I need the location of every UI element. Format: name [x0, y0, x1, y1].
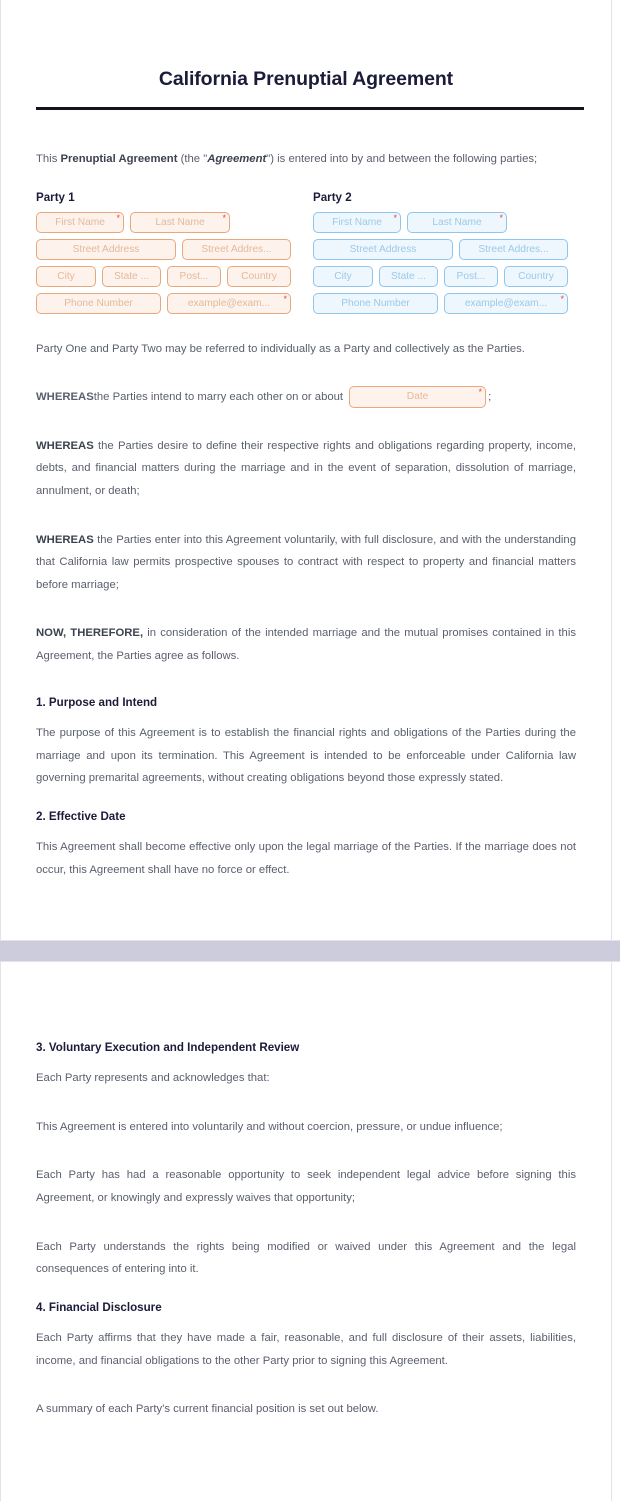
section-3-item-1: This Agreement is entered into voluntarily and without coercion, pressure, or undue influence;: [36, 1120, 503, 1133]
required-asterisk: *: [560, 293, 564, 304]
now-therefore-label: NOW, THEREFORE,: [36, 627, 144, 640]
party-2-state-input[interactable]: [379, 266, 438, 287]
party-1-street-address-2-input[interactable]: [182, 239, 291, 260]
party-1-contact-row: [36, 293, 291, 314]
section-2-body: This Agreement shall become effective only upon the legal marriage of the Parties. If the marriage does not occur, this Agreement shall have no force or effect.: [36, 841, 576, 876]
party-2-postal-placeholder: Post...: [456, 270, 486, 282]
party-2-email-placeholder: example@exam...: [464, 297, 548, 309]
party-2-locality-row: [313, 266, 568, 287]
required-asterisk: *: [116, 212, 120, 223]
party-1-phone-placeholder: Phone Number: [64, 297, 133, 309]
recital-desire: [36, 435, 576, 503]
party-2-street-address-2-input[interactable]: [459, 239, 568, 260]
recital-marriage-text: the Parties intend to marry each other on or about: [93, 391, 344, 404]
party-2-heading: Party 2: [313, 190, 352, 204]
recital-desire-text: the Parties desire to define their respective rights and obligations regarding property, income, debts, and financial matters during the marriage and in the event of separation, dissolution of marriage, annulment, or death;: [36, 439, 576, 497]
party-2-street-address-1-input[interactable]: [313, 239, 453, 260]
party-1-country-placeholder: Country: [241, 270, 277, 282]
party-1-email-input[interactable]: [167, 293, 291, 314]
party-1-heading: Party 1: [36, 190, 75, 204]
required-asterisk: *: [222, 212, 226, 223]
party-1-city-placeholder: City: [57, 270, 75, 282]
party-2-country-placeholder: Country: [518, 270, 554, 282]
now-therefore-text: in consideration of the intended marriage and the mutual promises contained in this Agreement, the Parties agree as follows.: [36, 627, 576, 662]
party-1-first-name-input[interactable]: [36, 212, 124, 233]
section-3-heading: 3. Voluntary Execution and Independent Review: [36, 1040, 300, 1054]
section-4-heading: 4. Financial Disclosure: [36, 1300, 162, 1314]
party-1-city-input[interactable]: [36, 266, 96, 287]
marriage-date-placeholder: Date: [406, 391, 429, 403]
parties-section: [36, 191, 576, 320]
recital-marriage-terminator: ;: [488, 391, 492, 404]
parties-reference-note: Party One and Party Two may be referred to individually as a Party and collectively as the Parties.: [36, 342, 525, 355]
party-2-postal-code-input[interactable]: [444, 266, 498, 287]
page-title: California Prenuptial Agreement: [158, 68, 454, 90]
party-2-state-placeholder: State ...: [390, 270, 427, 282]
required-asterisk: *: [478, 387, 483, 398]
party-1-postal-code-input[interactable]: [167, 266, 221, 287]
recital-marriage-date: [36, 386, 576, 409]
party-1-locality-row: [36, 266, 291, 287]
party-2-phone-placeholder: Phone Number: [341, 297, 410, 309]
party-2-city-input[interactable]: [313, 266, 373, 287]
party-2-country-input[interactable]: [504, 266, 568, 287]
section-4-body: Each Party affirms that they have made a fair, reasonable, and full disclosure of their assets, liabilities, income, and financial obligations to the other Party prior to signing this Agreement.: [36, 1332, 576, 1367]
required-asterisk: *: [499, 212, 503, 223]
intro-term-defined: Agreement: [207, 153, 267, 165]
section-2-heading: 2. Effective Date: [36, 809, 126, 823]
party-1-postal-placeholder: Post...: [179, 270, 209, 282]
party-1-street-2-placeholder: Street Addres...: [201, 243, 272, 255]
party-1-country-input[interactable]: [227, 266, 291, 287]
section-4-summary-line: A summary of each Party's current financial position is set out below.: [36, 1403, 379, 1416]
party-1-street-row: [36, 239, 291, 260]
title-block: [36, 0, 576, 91]
party-2-street-row: [313, 239, 568, 260]
document-page-2: [0, 962, 612, 1501]
party-1-street-1-placeholder: Street Address: [72, 243, 140, 255]
party-2-first-name-placeholder: First Name: [332, 216, 382, 228]
party-2-name-row: [313, 212, 568, 233]
section-1-heading: 1. Purpose and Intend: [36, 695, 158, 709]
party-2-last-name-placeholder: Last Name: [432, 216, 482, 228]
page-break-separator: [0, 940, 620, 962]
party-2-contact-row: [313, 293, 568, 314]
intro-text-after: ") is entered into by and between the following parties;: [266, 153, 538, 165]
party-1-state-placeholder: State ...: [113, 270, 150, 282]
marriage-date-input[interactable]: [349, 386, 486, 408]
party-1-street-address-1-input[interactable]: [36, 239, 176, 260]
party-2-phone-input[interactable]: [313, 293, 438, 314]
party-2-street-1-placeholder: Street Address: [349, 243, 417, 255]
party-1-email-placeholder: example@exam...: [187, 297, 271, 309]
party-1-state-input[interactable]: [102, 266, 161, 287]
section-1-body: The purpose of this Agreement is to establish the financial rights and obligations of the Parties during the marriage and upon its termination. This Agreement is intended to be enforceable under California law governing premarital agreements, without creating obligations beyond those expressly stated.: [36, 727, 576, 785]
required-asterisk: *: [283, 293, 287, 304]
required-asterisk: *: [393, 212, 397, 223]
party-1-name-row: [36, 212, 291, 233]
recital-voluntary: [36, 529, 576, 597]
whereas-label: WHEREAS: [36, 391, 94, 404]
party-1-first-name-placeholder: First Name: [55, 216, 105, 228]
now-therefore-clause: [36, 622, 576, 667]
party-2-last-name-input[interactable]: [407, 212, 507, 233]
party-1-block: [36, 191, 291, 320]
party-2-email-input[interactable]: [444, 293, 568, 314]
whereas-label: WHEREAS: [36, 533, 94, 546]
intro-paragraph: [36, 148, 576, 171]
intro-text-before: This: [36, 153, 61, 165]
party-2-block: [313, 191, 568, 320]
party-2-city-placeholder: City: [334, 270, 352, 282]
section-3-item-2: Each Party has had a reasonable opportunity to seek independent legal advice before signing this Agreement, or knowingly and expressly waives that opportunity;: [36, 1169, 576, 1204]
intro-text-mid: (the ": [177, 153, 208, 165]
whereas-label: WHEREAS: [36, 439, 94, 452]
intro-term-agreement: Prenuptial Agreement: [60, 153, 178, 165]
recital-voluntary-text: the Parties enter into this Agreement voluntarily, with full disclosure, and with the understanding that California law permits prospective spouses to contract with respect to property and financial matters before marriage;: [36, 533, 576, 591]
section-3-item-3: Each Party understands the rights being modified or waived under this Agreement and the legal consequences of entering into it.: [36, 1240, 576, 1276]
section-3-intro: Each Party represents and acknowledges that:: [36, 1072, 270, 1085]
party-1-phone-input[interactable]: [36, 293, 161, 314]
party-1-last-name-input[interactable]: [130, 212, 230, 233]
party-2-street-2-placeholder: Street Addres...: [478, 243, 549, 255]
party-2-first-name-input[interactable]: [313, 212, 401, 233]
party-1-last-name-placeholder: Last Name: [155, 216, 205, 228]
